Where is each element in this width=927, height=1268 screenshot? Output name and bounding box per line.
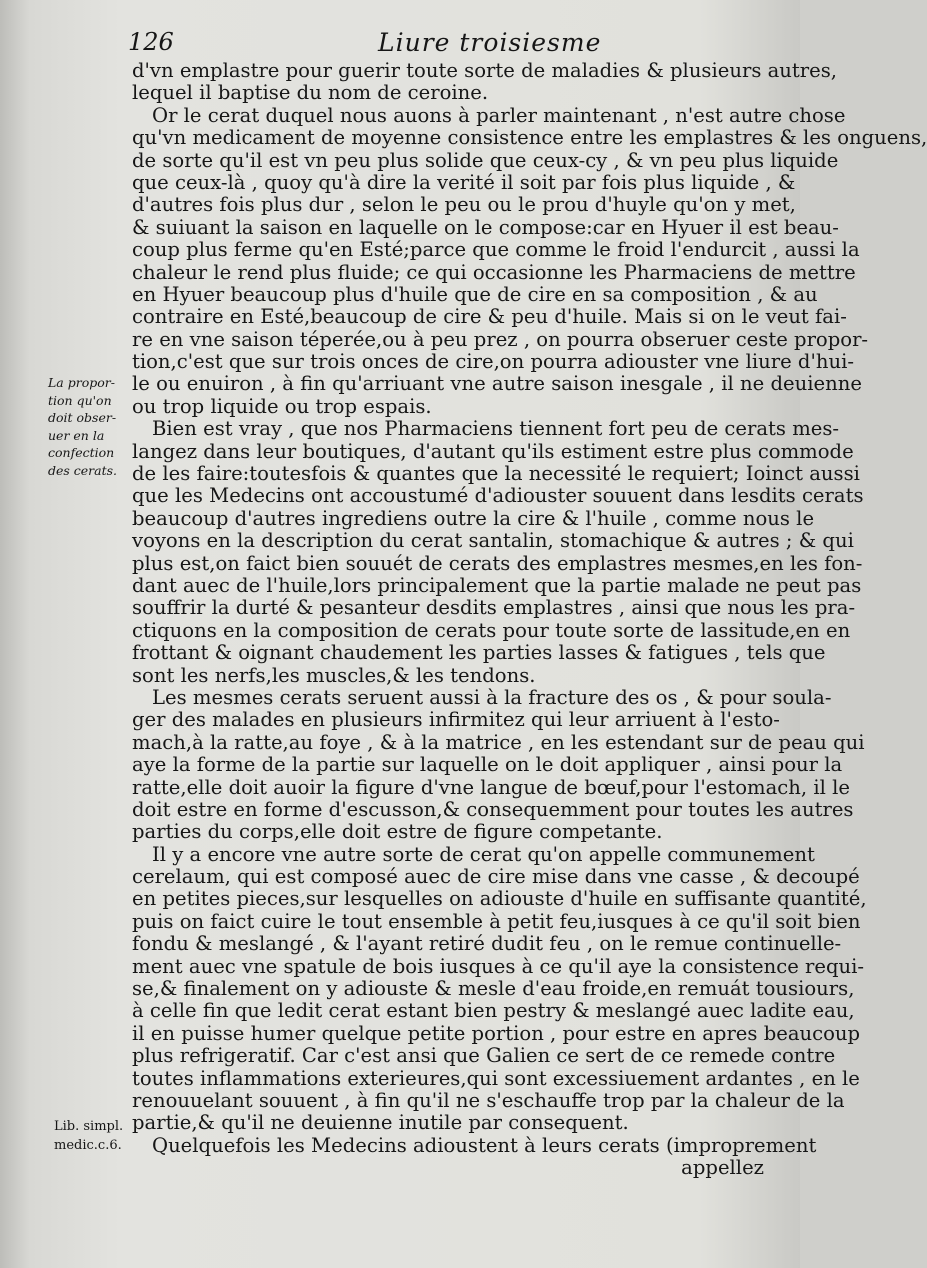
text-line: Quelquefois les Medecins adioustent à leurs cerats (improprement [152, 1133, 817, 1157]
text-line: & suiuant la saison en laquelle on le compose:car en Hyuer il est beau- [132, 215, 839, 239]
margin-reference-line: Lib. simpl. [54, 1119, 124, 1134]
text-line: chaleur le rend plus fluide; ce qui occasionne les Pharmaciens de mettre [132, 260, 856, 284]
margin-note [48, 374, 132, 479]
text-line: doit estre en forme d'escusson,& consequemment pour toutes les autres [132, 797, 854, 821]
text-line: le ou enuiron , à fin qu'arriuant vne autre saison inesgale , il ne deuienne [132, 372, 862, 396]
text-line: plus est,on faict bien souuét de cerats des emplastres mesmes,en les fon- [132, 551, 863, 575]
margin-note-line: La propor- [48, 375, 115, 390]
margin-note-line: uer en la [48, 427, 105, 443]
text-line: cerelaum, qui est composé auec de cire mise dans vne casse , & decoupé [132, 865, 860, 889]
text-line: toutes inflammations exterieures,qui sont excessiuement ardantes , en le [132, 1066, 860, 1090]
text-line: en petites pieces,sur lesquelles on adiouste d'huile en suffisante quantité, [132, 887, 867, 911]
margin-reference [54, 1117, 140, 1155]
paragraph [132, 59, 838, 105]
text-line: dant auec de l'huile,lors principalement que la partie malade ne peut pas [132, 573, 862, 597]
text-line: mach,à la ratte,au foye , & à la matrice , en les estendant sur de peau qui [132, 730, 865, 754]
text-line: il en puisse humer quelque petite portion , pour estre en apres beaucoup [132, 1021, 861, 1045]
paragraph [132, 1133, 817, 1180]
margin-note-line: des cerats. [48, 462, 118, 478]
text-line: de sorte qu'il est vn peu plus solide que ceux-cy , & vn peu plus liquide [132, 148, 839, 172]
text-line: renouuelant souuent , à fin qu'il ne s'eschauffe trop par la chaleur de la [132, 1088, 845, 1112]
text-line: d'autres fois plus dur , selon le peu ou le prou d'huyle qu'on y met, [132, 193, 796, 217]
text-line: parties du corps,elle doit estre de figure competante. [132, 820, 663, 844]
text-line: ratte,elle doit auoir la figure d'vne langue de bœuf,pour l'estomach, il le [132, 775, 850, 799]
text-line: coup plus ferme qu'en Esté;parce que comme le froid l'endurcit , aussi la [132, 238, 860, 262]
paragraph [132, 417, 864, 687]
margin-note-line: tion qu'on [48, 392, 112, 408]
margin-note-line: doit obser- [48, 410, 117, 425]
body-text [132, 59, 927, 1180]
text-line: lequel il baptise du nom de ceroine. [132, 81, 489, 105]
text-line: sont les nerfs,les muscles,& les tendons. [132, 663, 536, 687]
text-line: de les faire:toutesfois & quantes que la necessité le requiert; Ioinct aussi [132, 462, 860, 486]
text-line: langez dans leur boutiques, d'autant qu'ils estiment estre plus commode [132, 439, 854, 463]
text-line: Or le cerat duquel nous auons à parler maintenant , n'est autre chose [152, 103, 846, 127]
text-line: à celle fin que ledit cerat estant bien pestry & meslangé auec ladite eau, [132, 999, 855, 1023]
text-line: Les mesmes cerats seruent aussi à la fracture des os , & pour soula- [152, 685, 832, 709]
text-line: plus refrigeratif. Car c'est ansi que Galien ce sert de ce remede contre [132, 1044, 836, 1068]
text-line: ment auec vne spatule de bois iusques à ce qu'il aye la consistence requi- [132, 954, 865, 978]
text-line: aye la forme de la partie sur laquelle on le doit appliquer , ainsi pour la [132, 753, 843, 777]
text-line: tion,c'est que sur trois onces de cire,on pourra adiouster vne liure d'hui- [132, 350, 854, 374]
text-line: contraire en Esté,beaucoup de cire & peu d'huile. Mais si on le veut fai- [132, 305, 847, 329]
text-line: ctiquons en la composition de cerats pour toute sorte de lassitude,en en [132, 618, 851, 642]
running-head [128, 28, 788, 58]
text-line: qu'vn medicament de moyenne consistence entre les emplastres & les onguens, [132, 126, 927, 150]
text-line: d'vn emplastre pour guerir toute sorte de maladies & plusieurs autres, [132, 59, 838, 82]
text-line: ou trop liquide ou trop espais. [132, 394, 432, 418]
text-line: voyons en la description du cerat santalin, stomachique & autres ; & qui [132, 529, 854, 553]
text-line: partie,& qu'il ne deuienne inutile par consequent. [132, 1111, 629, 1135]
running-title: Liure troisiesme [378, 28, 602, 57]
paragraph [132, 685, 865, 844]
text-line: appellez [681, 1156, 764, 1180]
page-number: 126 [128, 28, 174, 56]
paragraph [132, 842, 867, 1135]
text-line: en Hyuer beaucoup plus d'huile que de cire en sa composition , & au [132, 282, 818, 306]
text-line: ger des malades en plusieurs infirmitez qui leur arriuent à l'esto- [132, 708, 780, 732]
text-line: se,& finalement on y adiouste & mesle d'eau froide,en remuát tousiours, [132, 977, 855, 1001]
text-line: Bien est vray , que nos Pharmaciens tiennent fort peu de cerats mes- [152, 417, 840, 441]
text-line: que ceux-là , quoy qu'à dire la verité il soit par fois plus liquide , & [132, 170, 796, 194]
text-line: re en vne saison téperée,ou à peu prez , on pourra obseruer ceste propor- [132, 327, 869, 351]
text-line: fondu & meslangé , & l'ayant retiré dudit feu , on le remue continuelle- [132, 932, 842, 956]
margin-note-line: confection [48, 445, 115, 460]
paragraph [132, 103, 927, 418]
text-line: frottant & oignant chaudement les parties lasses & fatigues , tels que [132, 641, 826, 665]
text-line: Il y a encore vne autre sorte de cerat qu'on appelle communement [152, 842, 815, 866]
text-line: que les Medecins ont accoustumé d'adiouster souuent dans lesdits cerats [132, 484, 864, 508]
text-line: beaucoup d'autres ingrediens outre la cire & l'huile , comme nous le [132, 506, 815, 530]
text-line: puis on faict cuire le tout ensemble à petit feu,iusques à ce qu'il soit bien [132, 909, 861, 933]
margin-reference-line: medic.c.6. [54, 1138, 122, 1153]
text-line: souffrir la durté & pesanteur desdits emplastres , ainsi que nous les pra- [132, 596, 856, 620]
